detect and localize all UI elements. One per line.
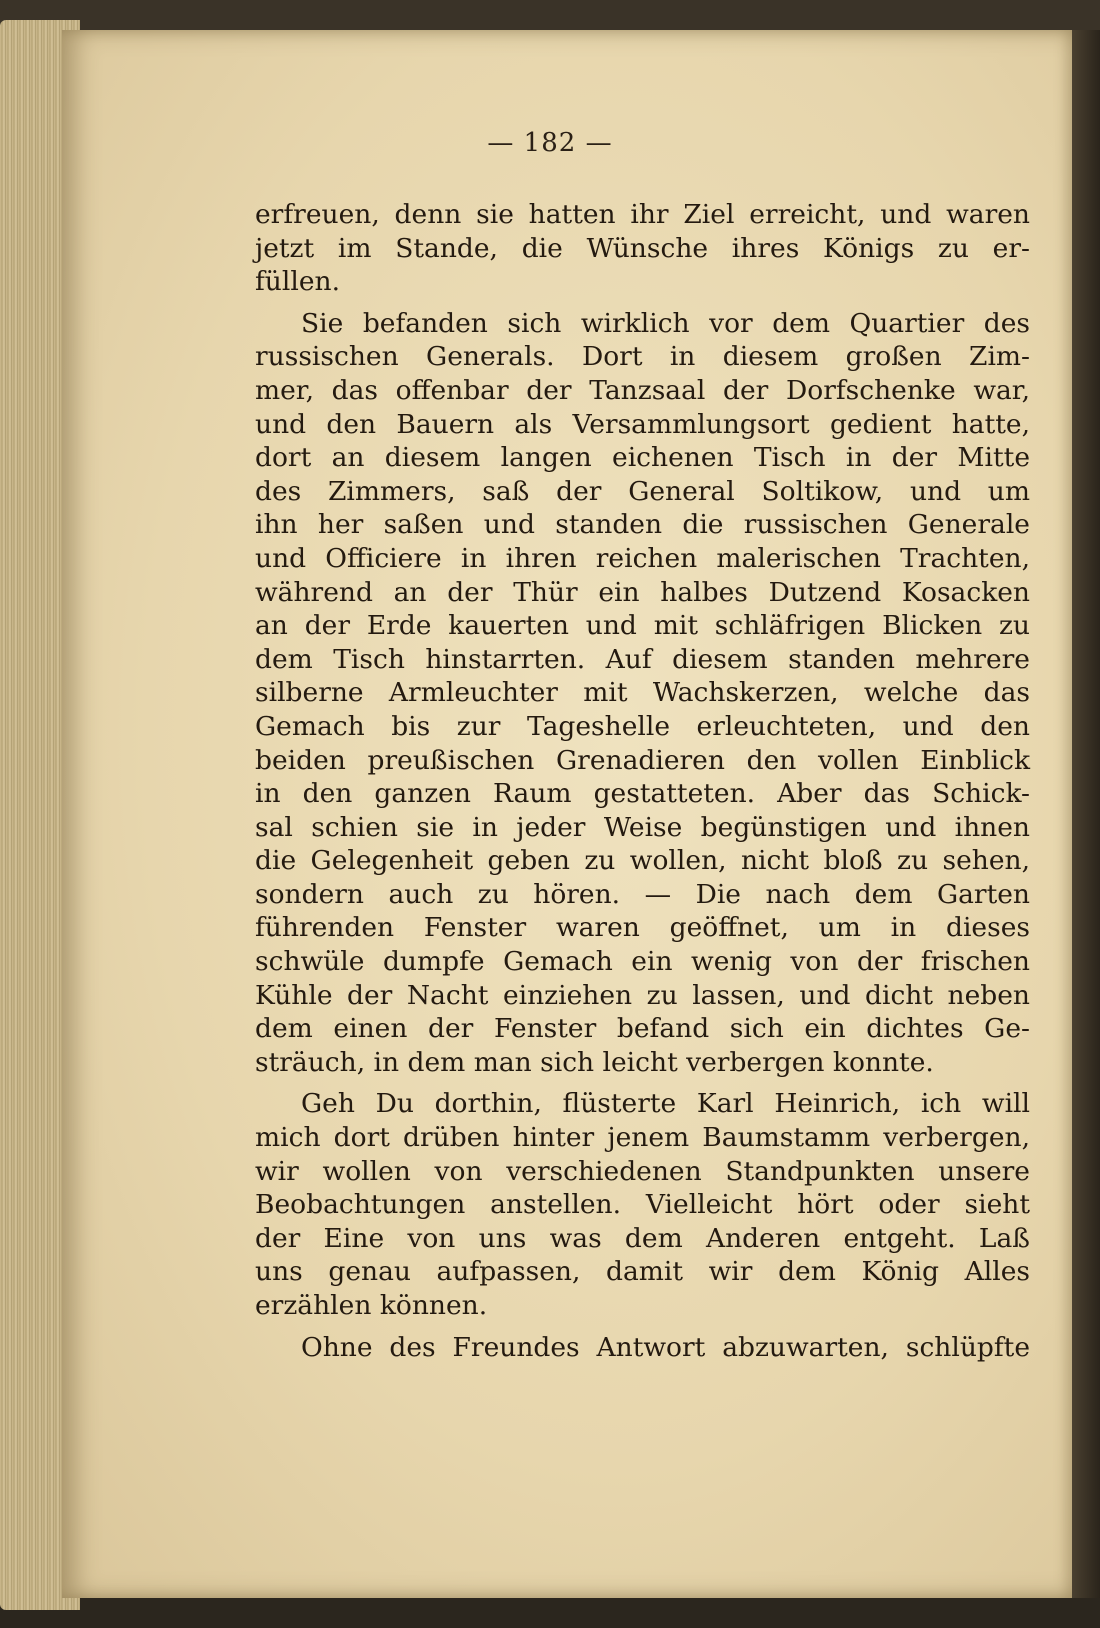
paragraph-4 [255,1331,1030,1365]
text-line: ihn her saßen und standen die russischen Generale [255,509,1030,541]
text-line: Geh Du dorthin, flüsterte Karl Heinrich, ich will [301,1088,1030,1120]
text-line: russischen Generals. Dort in diesem großen Zim- [255,341,1030,373]
text-line: mer, das offenbar der Tanzsaal der Dorfschenke war, [255,374,1030,406]
text-line: uns genau aufpassen, damit wir dem König Alles [255,1256,1030,1288]
text-line: schwüle dumpfe Gemach ein wenig von der frischen [255,946,1030,978]
text-line: dem Tisch hinstarrten. Auf diesem standen mehrere [255,643,1030,675]
text-line: beiden preußischen Grenadieren den vollen Einblick [255,744,1030,776]
text-line: und den Bauern als Versammlungsort gedient hatte, [255,408,1030,440]
text-line: führenden Fenster waren geöffnet, um in dieses [255,912,1030,944]
text-line: Ohne des Freundes Antwort abzuwarten, schlüpfte [301,1331,1030,1363]
text-line: an der Erde kauerten und mit schläfrigen Blicken zu [255,610,1030,642]
page-number: — 182 — [487,128,613,158]
text-line: Beobachtungen anstellen. Vielleicht hört oder sieht [255,1189,1030,1221]
text-line: und Officiere in ihren reichen malerischen Trachten, [255,542,1030,574]
text-line: sal schien sie in jeder Weise begünstigen und ihnen [255,811,1030,843]
text-line: dem einen der Fenster befand sich ein dichtes Ge- [255,1013,1030,1045]
text-line: sondern auch zu hören. — Die nach dem Garten [255,878,1030,910]
text-line: die Gelegenheit geben zu wollen, nicht bloß zu sehen, [255,845,1030,877]
text-line: erzählen können. [255,1290,488,1321]
text-line: der Eine von uns was dem Anderen entgeht. Laß [255,1222,1030,1254]
text-line: in den ganzen Raum gestatteten. Aber das Schick- [255,778,1030,810]
text-line: wir wollen von verschiedenen Standpunkten unsere [255,1155,1030,1187]
text-line: Kühle der Nacht einziehen zu lassen, und dicht neben [255,979,1030,1011]
text-line: Sie befanden sich wirklich vor dem Quartier des [301,307,1030,339]
paragraph-2 [255,307,1030,1080]
text-line: erfreuen, denn sie hatten ihr Ziel erreicht, und waren [255,199,1030,230]
text-line: füllen. [255,266,340,298]
text-line: silberne Armleuchter mit Wachskerzen, welche das [255,677,1030,709]
text-line: des Zimmers, saß der General Soltikow, und um [255,475,1030,507]
text-line: jetzt im Stande, die Wünsche ihres Königs zu er- [255,232,1030,264]
text-line: Gemach bis zur Tageshelle erleuchteten, und den [255,710,1030,742]
body-text [255,198,1030,1364]
paragraph-3 [255,1087,1030,1322]
text-line: sträuch, in dem man sich leicht verbergen konnte. [255,1046,934,1078]
text-line: während an der Thür ein halbes Dutzend Kosacken [255,576,1030,608]
book-cover-edge [1072,30,1100,1598]
text-line: dort an diesem langen eichenen Tisch in der Mitte [255,442,1030,474]
paragraph-1 [255,198,1030,299]
text-line: mich dort drüben hinter jenem Baumstamm verbergen, [255,1122,1030,1154]
